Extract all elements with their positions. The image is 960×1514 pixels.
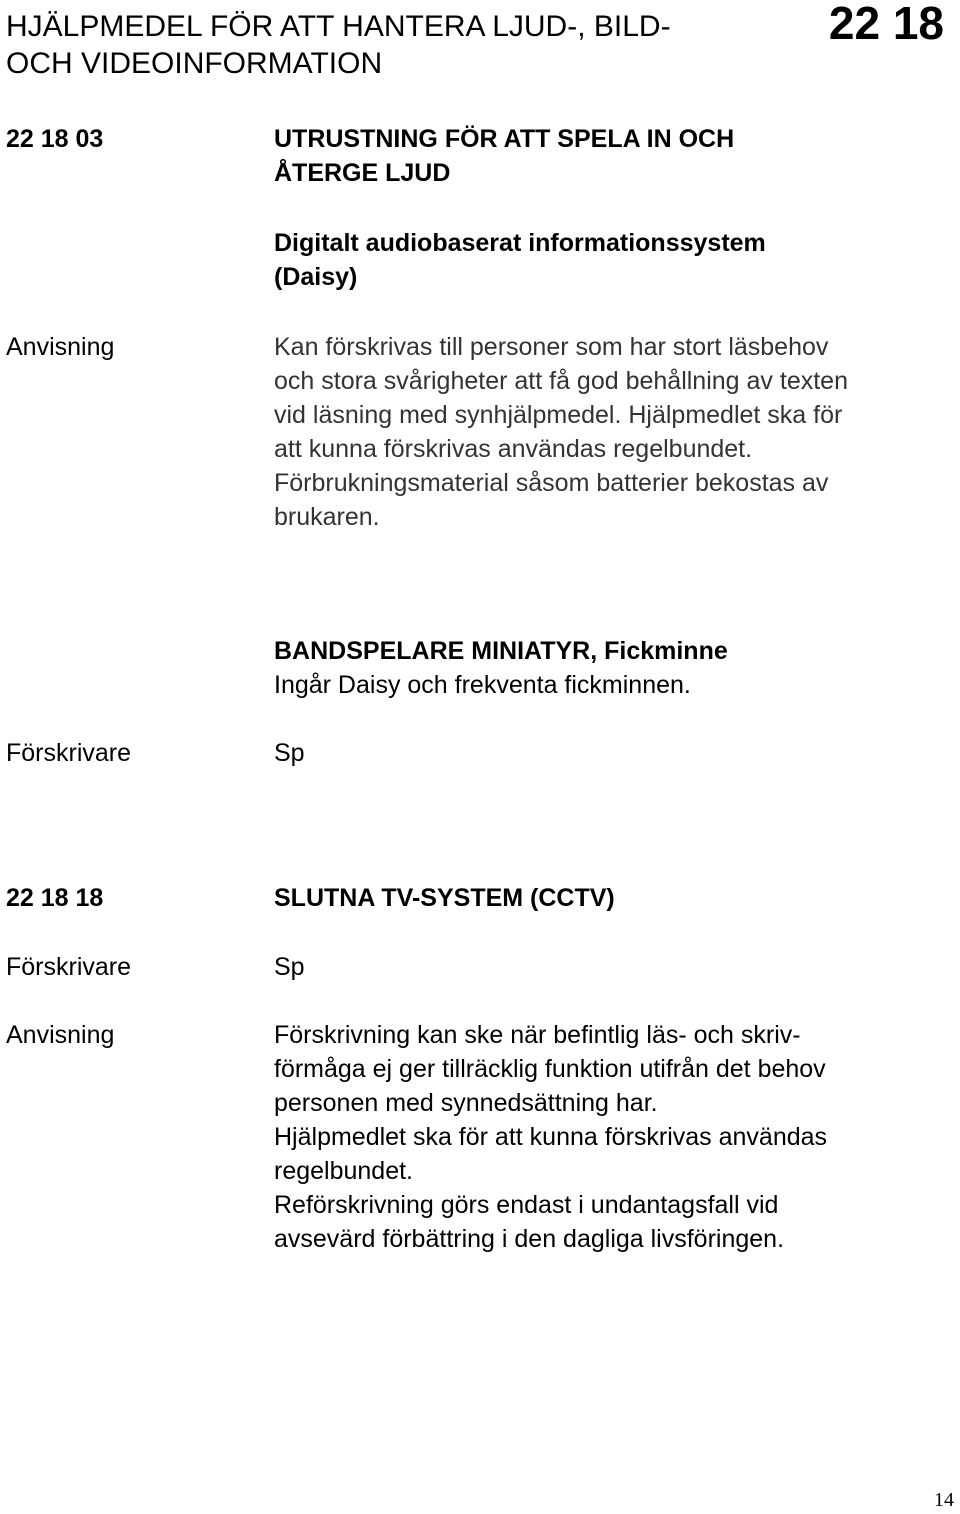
section2-title: SLUTNA TV-SYSTEM (CCTV) (274, 884, 615, 912)
anvisning-line: Förbrukningsmaterial såsom batterier bekostas av (274, 469, 829, 497)
section2-forskrivare-label: Förskrivare (6, 953, 132, 981)
section1-title-line: ÅTERGE LJUD (274, 159, 451, 187)
section1-forskrivare-value: Sp (274, 739, 305, 767)
section2-code: 22 18 18 (6, 884, 104, 912)
anvisning-line: Kan förskrivas till personer som har stort läsbehov (274, 333, 829, 361)
header-category-code: 22 18 (828, 0, 944, 49)
page-header-title (6, 8, 786, 82)
section1-forskrivare-label: Förskrivare (6, 739, 132, 767)
section1-anvisning-label: Anvisning (6, 333, 115, 361)
anvisning-line: brukaren. (274, 503, 380, 531)
anvisning-line: regelbundet. (274, 1157, 414, 1185)
anvisning-line: Reförskrivning görs endast i undantagsfall vid (274, 1191, 779, 1219)
page-number: 14 (934, 1489, 954, 1511)
section1-title-line: UTRUSTNING FÖR ATT SPELA IN OCH (274, 125, 735, 153)
anvisning-line: Förskrivning kan ske när befintlig läs- och skriv- (274, 1021, 801, 1049)
anvisning-line: att kunna förskrivas användas regelbundet. (274, 435, 753, 463)
section2-forskrivare-value: Sp (274, 953, 305, 981)
section1-item-title: BANDSPELARE MINIATYR, Fickminne (274, 637, 728, 665)
section1-subtitle-line: Digitalt audiobaserat informationssystem (274, 229, 766, 257)
anvisning-line: Hjälpmedlet ska för att kunna förskrivas användas (274, 1123, 828, 1151)
section1-item-note: Ingår Daisy och frekventa fickminnen. (274, 671, 691, 699)
section1-anvisning-text (274, 330, 954, 534)
section2-anvisning-label: Anvisning (6, 1021, 115, 1049)
anvisning-line: personen med synnedsättning har. (274, 1089, 658, 1117)
section1-code: 22 18 03 (6, 125, 104, 153)
header-title-line: HJÄLPMEDEL FÖR ATT HANTERA LJUD-, BILD- (6, 10, 671, 43)
section2-anvisning-text (274, 1018, 954, 1256)
anvisning-line: och stora svårigheter att få god behållning av texten (274, 367, 848, 395)
anvisning-line: förmåga ej ger tillräcklig funktion utifrån det behov (274, 1055, 826, 1083)
section1-subtitle (274, 226, 954, 294)
section1-subtitle-line: (Daisy) (274, 263, 358, 291)
anvisning-line: avsevärd förbättring i den dagliga livsföringen. (274, 1225, 785, 1253)
header-title-line: OCH VIDEOINFORMATION (6, 47, 383, 80)
section1-title (274, 122, 954, 190)
anvisning-line: vid läsning med synhjälpmedel. Hjälpmedlet ska för (274, 401, 843, 429)
